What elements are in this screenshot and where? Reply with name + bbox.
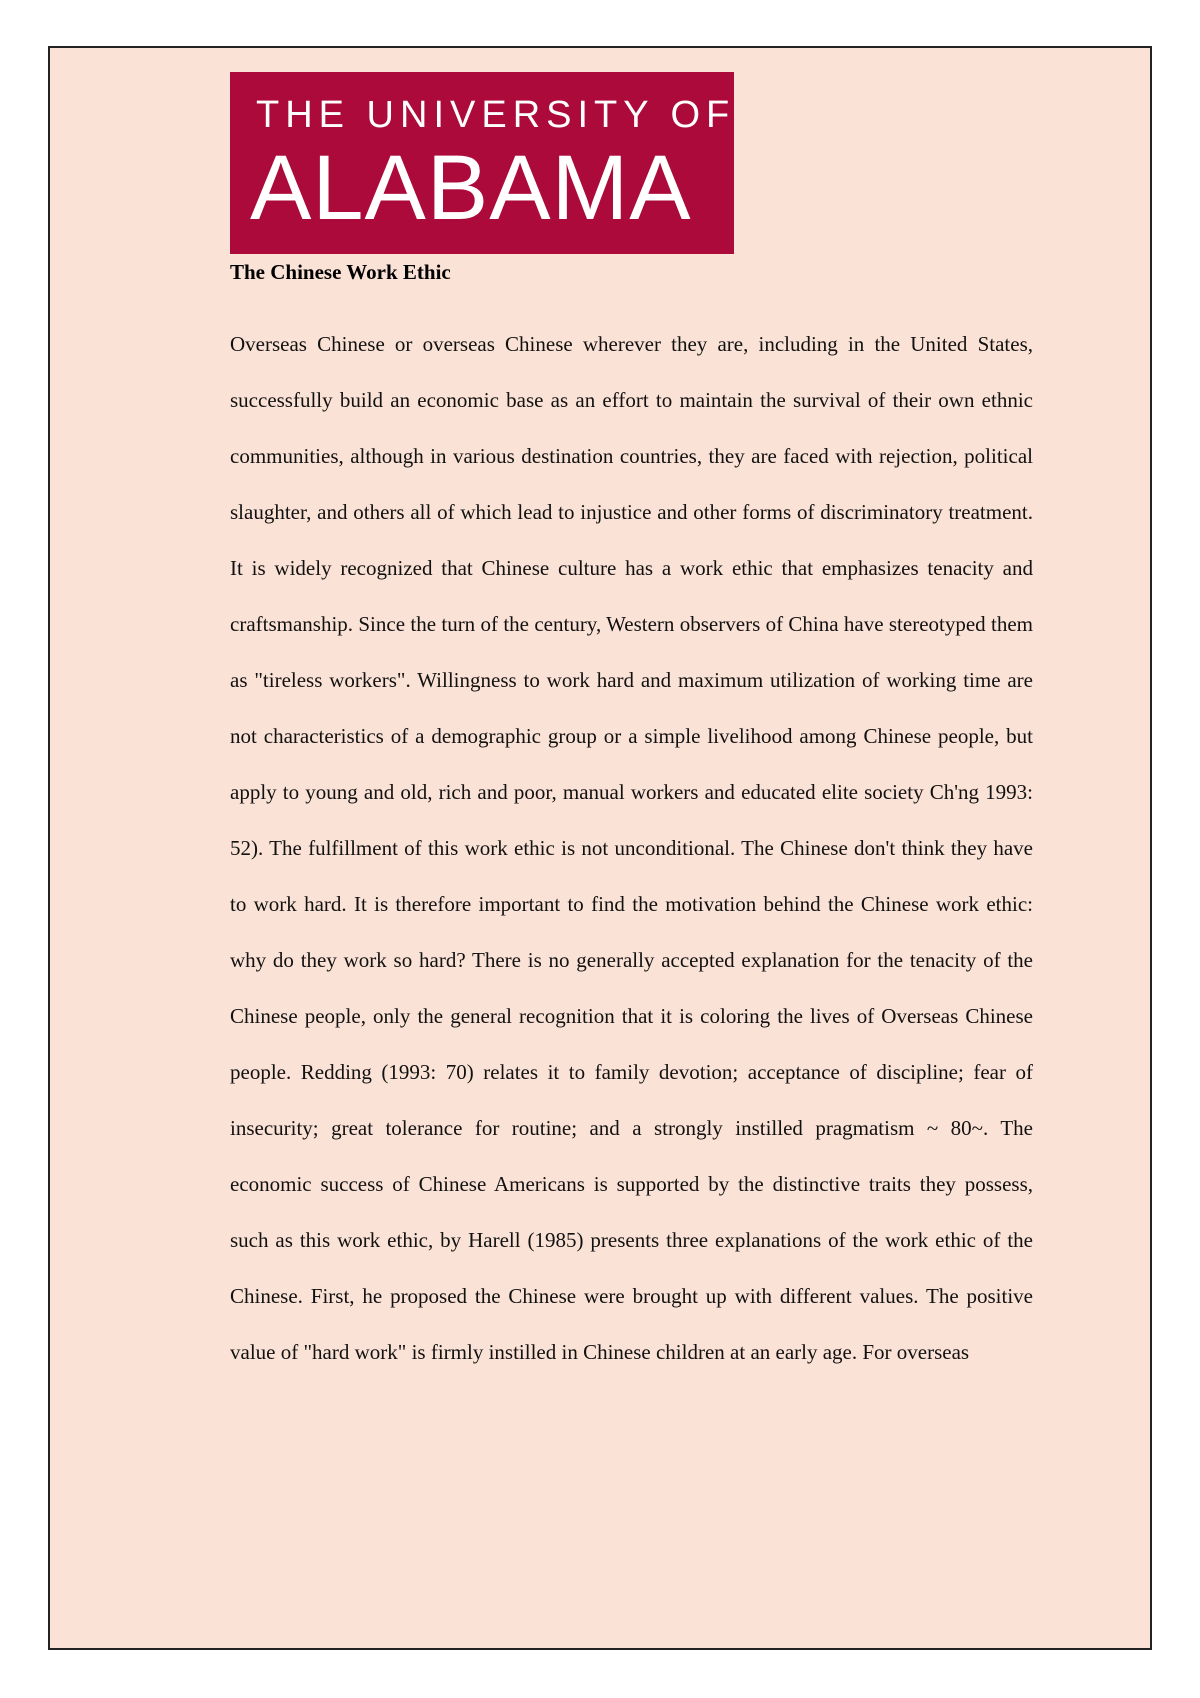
document-body: Overseas Chinese or overseas Chinese wherever they are, including in the United States, successfully build an economic base as an effort to maintain the survival of their own ethnic communities, although in various destination countries, they are faced with rejection, political slaughter, and others all of which lead to injustice and other forms of discriminatory treatment. It is widely recognized that Chinese culture has a work ethic that emphasizes tenacity and craftsmanship. Since the turn of the century, Western observers of China have stereotyped them as "tireless workers". Willingness to work hard and maximum utilization of working time are not characteristics of a demographic group or a simple livelihood among Chinese people, but apply to young and old, rich and poor, manual workers and educated elite society Ch'ng 1993: 52). The fulfillment of this work ethic is not unconditional. The Chinese don't think they have to work hard. It is therefore important to find the motivation behind the Chinese work ethic: why do they work so hard? There is no generally accepted explanation for the tenacity of the Chinese people, only the general recognition that it is coloring the lives of Overseas Chinese people. Redding (1993: 70) relates it to family devotion; acceptance of discipline; fear of insecurity; great tolerance for routine; and a strongly instilled pragmatism ~ 80~. The economic success of Chinese Americans is supported by the distinctive traits they possess, such as this work ethic, by Harell (1985) presents three explanations of the work ethic of the Chinese. First, he proposed the Chinese were brought up with different values. The positive value of "hard work" is firmly instilled in Chinese children at an early age. For overseas bbox=[230, 332, 1033, 1364]
document-title: The Chinese Work Ethic bbox=[230, 260, 451, 284]
document-page bbox=[48, 46, 1152, 1650]
logo-line-bottom: ALABAMA bbox=[250, 137, 692, 239]
logo-line-top: THE UNIVERSITY OF bbox=[256, 94, 736, 136]
university-logo bbox=[230, 72, 734, 254]
